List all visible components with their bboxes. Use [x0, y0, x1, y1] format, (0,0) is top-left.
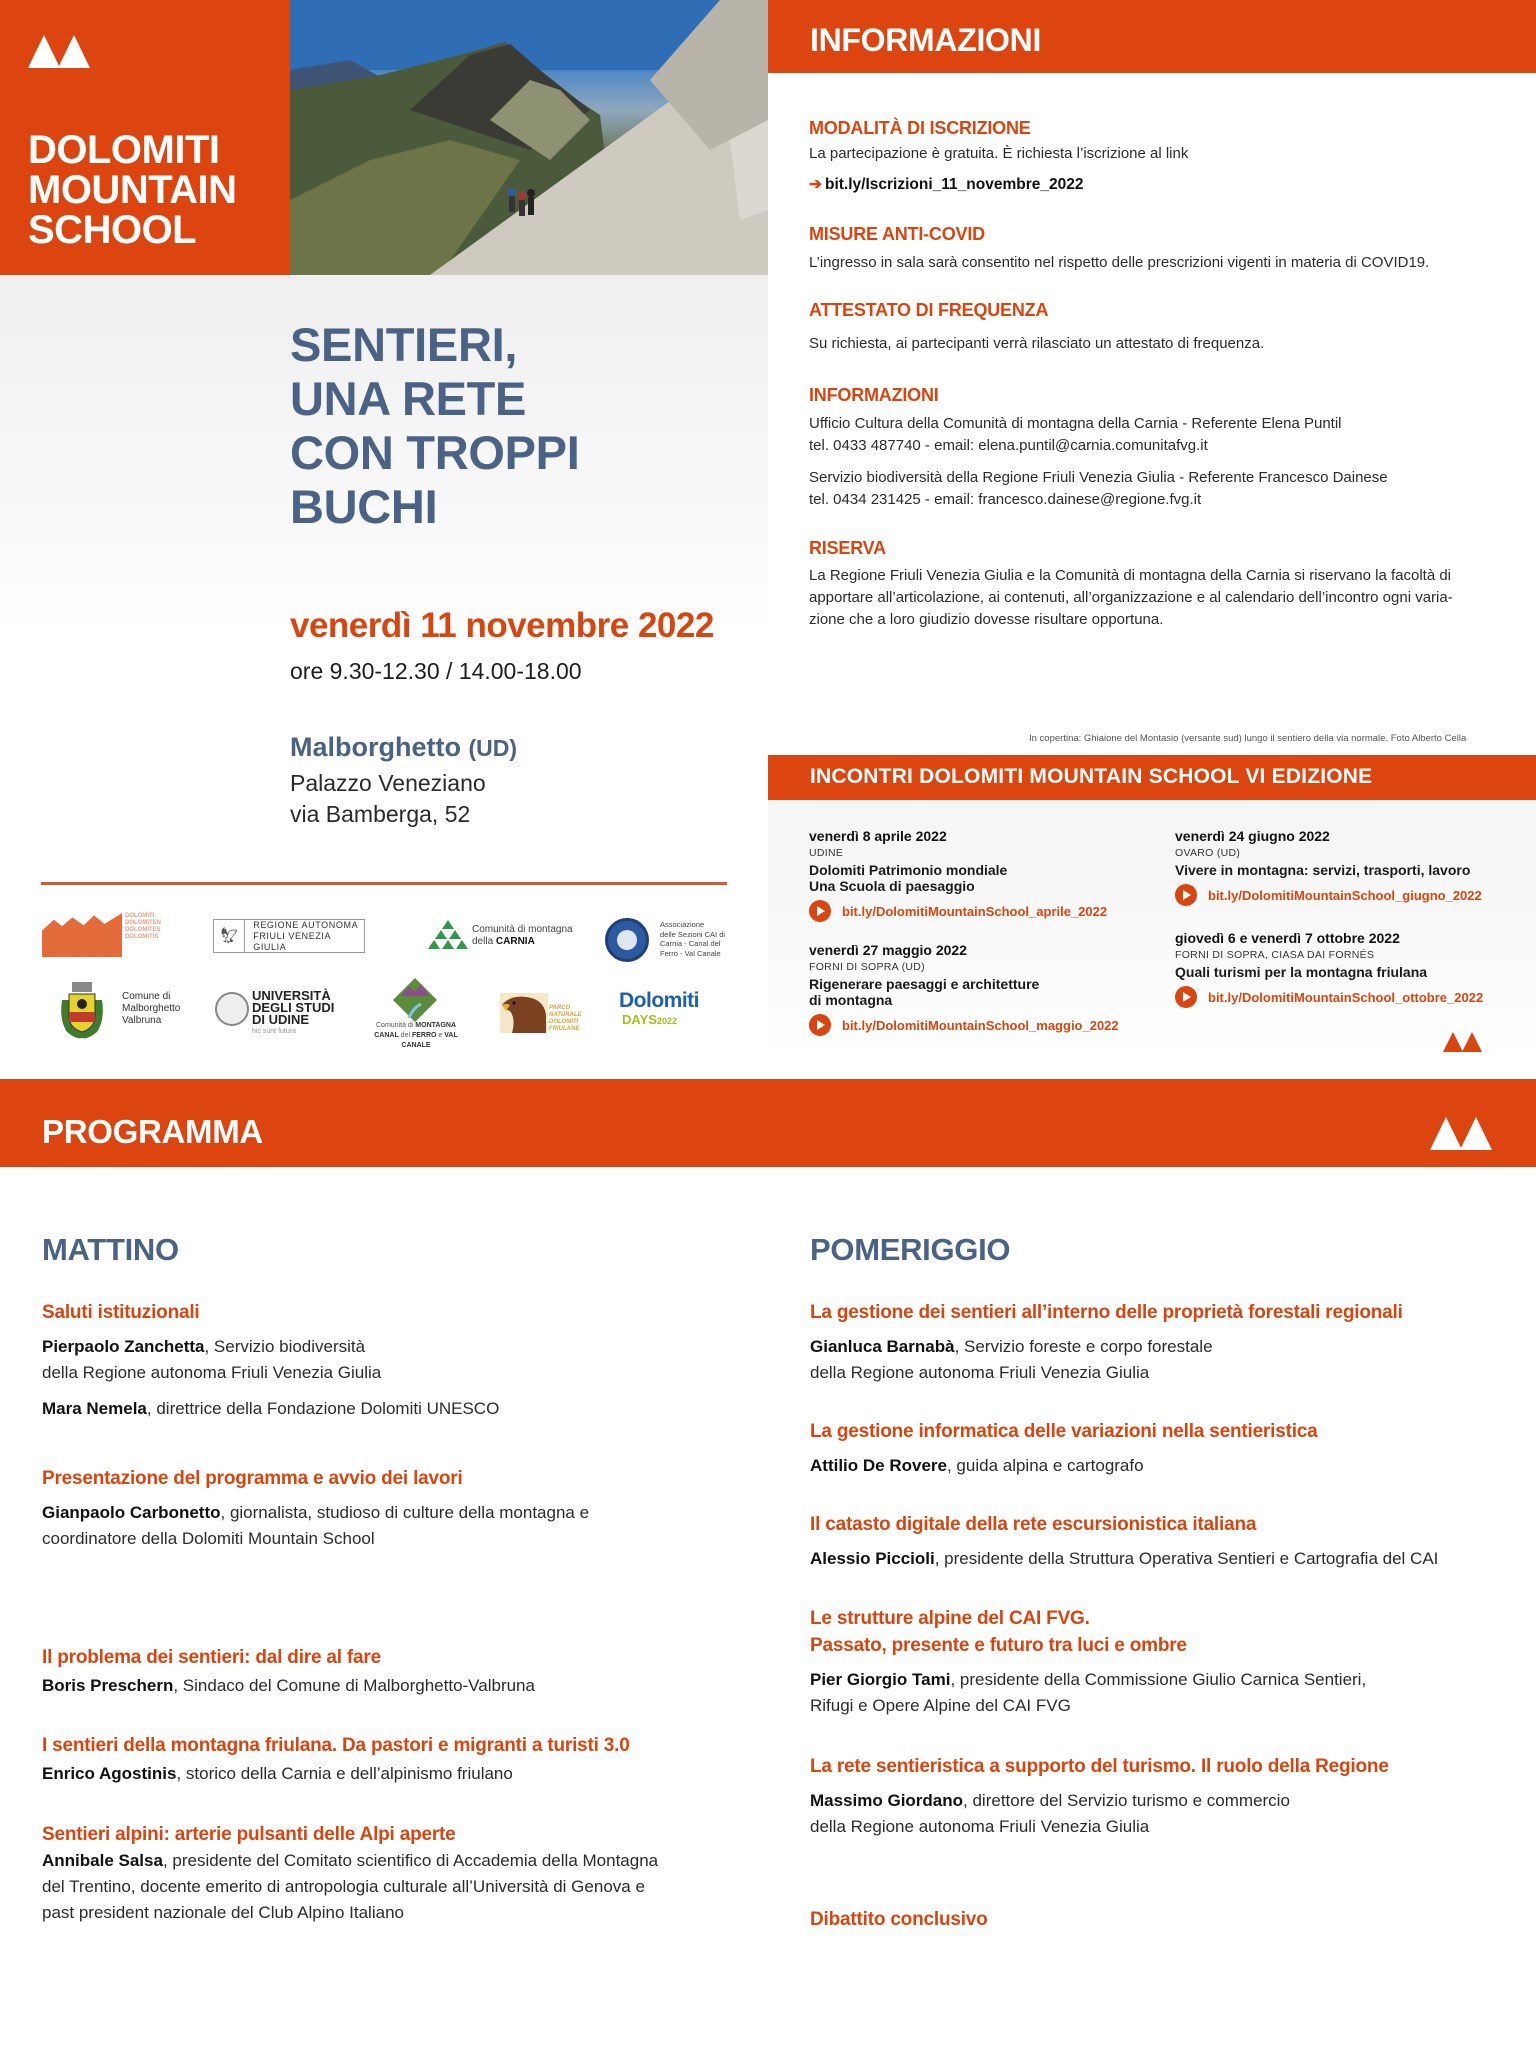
- incontro-link-text[interactable]: bit.ly/DolomitiMountainSchool_maggio_2022: [842, 1017, 1119, 1033]
- program-session: [42, 1299, 742, 1422]
- topic-line: di montagna: [809, 992, 893, 1008]
- speaker-role: , guida alpina e cartografo: [946, 1456, 1144, 1475]
- coat-of-arms-icon: [57, 980, 107, 1042]
- speaker-role: , direttrice della Fondazione Dolomiti UNESCO: [146, 1399, 500, 1418]
- logo-text-bold: FERRO: [411, 1032, 437, 1039]
- incontri-header-title: INCONTRI DOLOMITI MOUNTAIN SCHOOL VI EDIZIONE: [810, 765, 1373, 788]
- topic-line: Rigenerare paesaggi e architetture: [809, 976, 1040, 992]
- program-session: [42, 1644, 742, 1699]
- program-session: [810, 1605, 1530, 1719]
- event-title-line: BUCHI: [290, 480, 438, 533]
- speaker-role: , presidente della Commissione Giulio Carnica Sentieri,: [950, 1670, 1367, 1689]
- cai-association-logo: [605, 918, 649, 962]
- info-section-text: [809, 565, 1453, 631]
- program-session: [810, 1418, 1530, 1479]
- arrow-right-icon: ➔: [809, 176, 822, 193]
- speaker-role: della Regione autonoma Friuli Venezia Giulia: [42, 1363, 382, 1382]
- logo-text-line: Associazione: [660, 920, 705, 929]
- speaker-name: Attilio De Rovere: [810, 1456, 947, 1475]
- session-title: La gestione informatica delle variazioni nella sentieristica: [810, 1421, 1318, 1442]
- uniud-logo-text: [252, 990, 334, 1026]
- logo-text-line: delle Sezioni CAI di: [660, 929, 726, 939]
- event-venue: [290, 768, 486, 830]
- incontro-video-link[interactable]: [1175, 986, 1483, 1008]
- university-seal-icon: [215, 992, 249, 1026]
- session-title: Il problema dei sentieri: dal dire al fare: [42, 1647, 381, 1668]
- session-speakers: [42, 1334, 742, 1422]
- incontro-location: FORNI DI SOPRA (UD): [809, 961, 925, 973]
- speaker: [42, 1334, 742, 1386]
- logo-text-line: Carnia - Canal del: [660, 939, 721, 948]
- session-title: La rete sentieristica a supporto del turismo. Il ruolo della Regione: [810, 1756, 1389, 1777]
- speaker-role: , storico della Carnia e dell’alpinismo friulano: [176, 1764, 513, 1783]
- event-title-line: SENTIERI,: [290, 318, 518, 371]
- eagle-icon: 🦅︎: [214, 920, 245, 952]
- cover-photo: [290, 0, 768, 275]
- session-title-line: Le strutture alpine del CAI FVG.: [810, 1608, 1090, 1629]
- incontro-date: venerdì 8 aprile 2022: [809, 828, 947, 844]
- speaker-role: , Sindaco del Comune di Malborghetto-Valbruna: [173, 1676, 535, 1695]
- registration-link[interactable]: [809, 175, 1083, 194]
- contact-block: [809, 413, 1342, 457]
- text-line: zione che a loro giudizio dovesse risultare opportuna.: [809, 611, 1164, 628]
- info-section-title: RISERVA: [809, 538, 886, 558]
- incontro-topic: [1175, 862, 1482, 878]
- brand-title-line: SCHOOL: [28, 208, 197, 252]
- carnia-logo-text: [472, 924, 573, 948]
- logo-text-line: del: [398, 1032, 412, 1039]
- session-title: [810, 1605, 1530, 1659]
- speaker-name: Annibale Salsa: [42, 1851, 163, 1870]
- incontro-topic: [809, 976, 1119, 1008]
- text-line: La Regione Friuli Venezia Giulia e la Comunità di montagna della Carnia si riservano la facoltà di: [809, 567, 1452, 584]
- contact-line[interactable]: tel. 0433 487740 - email: elena.puntil@carnia.comunitafvg.it: [809, 437, 1208, 454]
- topic-line: Vivere in montagna: servizi, trasporti, lavoro: [1175, 862, 1471, 878]
- speaker: [810, 1788, 1530, 1840]
- program-session: [42, 1821, 762, 1926]
- info-section-text: La partecipazione è gratuita. È richiesta l’iscrizione al link: [809, 145, 1189, 162]
- session-speakers: [810, 1334, 1530, 1386]
- info-section-title: MISURE ANTI-COVID: [809, 224, 985, 244]
- play-icon[interactable]: [1175, 884, 1197, 906]
- session-title: Dibattito conclusivo: [810, 1909, 988, 1930]
- session-speakers: [42, 1500, 742, 1552]
- event-city-name: Malborghetto: [290, 732, 461, 762]
- program-session: [810, 1906, 1530, 1933]
- incontro-link-text[interactable]: bit.ly/DolomitiMountainSchool_aprile_2022: [842, 903, 1108, 919]
- speaker-role: , Servizio foreste e corpo forestale: [954, 1337, 1213, 1356]
- speaker: [42, 1848, 762, 1926]
- venue-address: via Bamberga, 52: [290, 801, 471, 827]
- logo-text-bold: VAL CANALE: [401, 1032, 458, 1049]
- event-title: [290, 318, 579, 534]
- brand-title-line: DOLOMITI: [28, 128, 220, 172]
- session-title: I sentieri della montagna friulana. Da pastori e migranti a turisti 3.0: [42, 1735, 630, 1756]
- unesco-logo-caption: FONDAZIONE UNESCO: [45, 949, 113, 955]
- contact-line: Ufficio Cultura della Comunità di montagna della Carnia - Referente Elena Puntil: [809, 415, 1342, 432]
- unesco-logo-text: [125, 913, 161, 941]
- logo-text-line: NATURALE: [549, 1012, 582, 1018]
- event-city: [290, 732, 517, 763]
- incontro-item: [1175, 828, 1482, 906]
- logo-text-bold: CANAL: [374, 1032, 399, 1039]
- info-section-title: ATTESTATO DI FREQUENZA: [809, 300, 1049, 320]
- logo-text-line: DOLOMITI: [125, 913, 155, 919]
- mountains-logo-icon: [1430, 1114, 1494, 1150]
- event-title-line: UNA RETE: [290, 372, 527, 425]
- logo-text-line: REGIONE AUTONOMA: [253, 919, 359, 930]
- speaker-role: della Regione autonoma Friuli Venezia Giulia: [810, 1363, 1150, 1382]
- event-title-line: CON TROPPI: [290, 426, 580, 479]
- logo-text-bold: MONTAGNA: [415, 1022, 456, 1029]
- logo-text-line: Comunità di montagna: [472, 924, 573, 935]
- speaker-role: , giornalista, studioso di culture della montagna e: [220, 1503, 590, 1522]
- session-title: Il catasto digitale della rete escursionistica italiana: [810, 1514, 1257, 1535]
- event-date: venerdì 11 novembre 2022: [290, 606, 714, 645]
- speaker-role: , direttore del Servizio turismo e commercio: [963, 1791, 1290, 1810]
- section-divider: [41, 882, 727, 885]
- info-section-text: Su richiesta, ai partecipanti verrà rilasciato un attestato di frequenza.: [809, 335, 1265, 352]
- topic-line: Dolomiti Patrimonio mondiale: [809, 862, 1008, 878]
- incontro-item: [1175, 930, 1483, 1008]
- incontro-date: giovedì 6 e venerdì 7 ottobre 2022: [1175, 930, 1400, 946]
- dolomiti-days-logo-title: Dolomiti: [619, 989, 699, 1012]
- speaker-role: Rifugi e Opere Alpine del CAI FVG: [810, 1696, 1071, 1715]
- logo-text-line: DOLOMITI: [549, 1019, 579, 1025]
- speaker-name: Massimo Giordano: [810, 1791, 964, 1810]
- session-speakers: [810, 1546, 1530, 1572]
- speaker-role: della Regione autonoma Friuli Venezia Giulia: [810, 1817, 1150, 1836]
- logo-text-line: DOLOMITEN: [125, 920, 161, 926]
- speaker-name: Enrico Agostinis: [42, 1764, 177, 1783]
- play-icon[interactable]: [1175, 986, 1197, 1008]
- session-speakers: [42, 1848, 762, 1926]
- incontro-link-text[interactable]: bit.ly/DolomitiMountainSchool_giugno_2022: [1208, 887, 1482, 903]
- session-speakers: [42, 1761, 742, 1787]
- topic-line: Una Scuola di paesaggio: [809, 878, 975, 894]
- pomeriggio-title: POMERIGGIO: [810, 1232, 1011, 1267]
- incontro-video-link[interactable]: [809, 1014, 1119, 1036]
- logo-text-line: Valbruna: [122, 1015, 162, 1026]
- logo-text-line: FRIULI VENEZIA GIULIA: [253, 930, 331, 952]
- speaker-role: past president nazionale del Club Alpino Italiano: [42, 1903, 404, 1922]
- logo-text-line: PARCO: [549, 1005, 571, 1011]
- incontro-topic: [1175, 964, 1483, 980]
- session-title: La gestione dei sentieri all’interno delle proprietà forestali regionali: [810, 1302, 1403, 1323]
- speaker-name: Pier Giorgio Tami: [810, 1670, 951, 1689]
- incontro-location: OVARO (UD): [1175, 847, 1241, 859]
- ccfv-logo-text: [364, 1021, 468, 1051]
- logo-text-year: 2022: [656, 1016, 677, 1026]
- event-time: ore 9.30-12.30 / 14.00-18.00: [290, 658, 582, 684]
- topic-line: Quali turismi per la montagna friulana: [1175, 964, 1428, 980]
- session-speakers: [42, 1673, 742, 1699]
- logo-text-line: Ferro - Val Canale: [660, 948, 721, 958]
- speaker-role: del Trentino, docente emerito di antropologia culturale all’Università di Genova e: [42, 1877, 645, 1896]
- session-speakers: [810, 1788, 1530, 1840]
- program-session: [810, 1753, 1530, 1840]
- incontro-date: venerdì 27 maggio 2022: [809, 942, 967, 958]
- session-title-line: Passato, presente e futuro tra luci e ombre: [810, 1635, 1187, 1656]
- incontro-location: UDINE: [809, 847, 844, 859]
- dolomiti-days-logo-sub: [622, 1012, 677, 1027]
- incontro-item: [809, 828, 1107, 922]
- play-icon[interactable]: [809, 1014, 831, 1036]
- speaker-name: Gianluca Barnabà: [810, 1337, 955, 1356]
- speaker-role: coordinatore della Dolomiti Mountain School: [42, 1529, 375, 1548]
- logo-text-line: della: [472, 936, 496, 947]
- speaker-name: Pierpaolo Zanchetta: [42, 1337, 205, 1356]
- contact-line: Servizio biodiversità della Regione Friuli Venezia Giulia - Referente Francesco Dainese: [809, 469, 1388, 486]
- program-session: [42, 1732, 742, 1787]
- programma-header-title: PROGRAMMA: [42, 1113, 263, 1150]
- program-session: [42, 1465, 742, 1552]
- mattino-title: MATTINO: [42, 1232, 179, 1267]
- contact-block: [809, 467, 1388, 511]
- session-title: Presentazione del programma e avvio dei lavori: [42, 1468, 463, 1489]
- logo-text-bold: CARNIA: [495, 936, 535, 947]
- info-section-title: INFORMAZIONI: [809, 385, 939, 405]
- mountains-logo-icon: [1443, 1030, 1483, 1052]
- session-speakers: [810, 1453, 1530, 1479]
- speaker-name: Gianpaolo Carbonetto: [42, 1503, 221, 1522]
- speaker: [42, 1761, 742, 1787]
- logo-text-line: DEGLI STUDI: [252, 1000, 335, 1015]
- speaker: [42, 1500, 742, 1552]
- incontro-date: venerdì 24 giugno 2022: [1175, 828, 1330, 844]
- info-section-text: L’ingresso in sala sarà consentito nel rispetto delle prescrizioni vigenti in materia di COVID19.: [809, 254, 1430, 271]
- text-line: apportare all’articolazione, ai contenuti, all’organizzazione e al calendario dell’incontro ogni varia-: [809, 589, 1453, 606]
- brand-title-line: MOUNTAIN: [28, 168, 237, 212]
- registration-link-text[interactable]: bit.ly/Iscrizioni_11_novembre_2022: [825, 176, 1084, 193]
- logo-text-line: Comunità di: [376, 1022, 416, 1029]
- speaker: [42, 1396, 742, 1422]
- session-title: Saluti istituzionali: [42, 1302, 200, 1323]
- speaker-name: Mara Nemela: [42, 1399, 147, 1418]
- incontro-video-link[interactable]: [1175, 884, 1482, 906]
- logo-text-line: Malborghetto: [122, 1003, 181, 1014]
- parco-dolomiti-friulane-logo: [500, 993, 548, 1033]
- speaker: [810, 1334, 1530, 1386]
- cai-logo-text: [660, 920, 730, 958]
- malborghetto-logo-text: [122, 991, 180, 1027]
- program-session: [810, 1299, 1530, 1386]
- carnia-trees-icon: [428, 920, 468, 950]
- incontro-location: FORNI DI SOPRA, CIASA DAI FORNÉS: [1175, 949, 1375, 961]
- speaker: [810, 1667, 1530, 1719]
- photo-credit: In copertina: Ghiaione del Montasio (versante sud) lungo il sentiero della via normale. Foto Alberto Cella: [1029, 733, 1467, 744]
- incontro-item: [809, 942, 1119, 1036]
- venue-name: Palazzo Veneziano: [290, 770, 486, 796]
- logo-text-line: DAYS: [622, 1012, 657, 1027]
- speaker: [42, 1673, 742, 1699]
- speaker-name: Boris Preschern: [42, 1676, 174, 1695]
- info-header-title: INFORMAZIONI: [810, 22, 1042, 58]
- speaker-role: , presidente del Comitato scientifico di Accademia della Montagna: [162, 1851, 659, 1870]
- logo-text-line: DOLOMITIS: [125, 934, 159, 940]
- eagle-head-icon: [500, 993, 548, 1033]
- incontro-topic: [809, 862, 1107, 894]
- brand-title: [28, 130, 237, 250]
- session-title: Sentieri alpini: arterie pulsanti delle Alpi aperte: [42, 1824, 456, 1845]
- speaker-name: Alessio Piccioli: [810, 1549, 935, 1568]
- parco-logo-text: [549, 1005, 582, 1033]
- speaker-role: , presidente della Struttura Operativa Sentieri e Cartografia del CAI: [934, 1549, 1439, 1568]
- logo-text-line: DOLOMITES: [125, 927, 161, 933]
- logo-text-line: Comune di: [122, 991, 171, 1002]
- logo-text-line: FRIULANE: [549, 1026, 580, 1032]
- info-section-title: MODALITÀ DI ISCRIZIONE: [809, 118, 1031, 138]
- incontro-link-text[interactable]: bit.ly/DolomitiMountainSchool_ottobre_2022: [1208, 989, 1484, 1005]
- brand-block: [0, 0, 290, 275]
- contact-line[interactable]: tel. 0434 231425 - email: francesco.dainese@regione.fvg.it: [809, 491, 1202, 508]
- regione-fvg-logo: [213, 919, 365, 953]
- logo-text-line: e: [436, 1032, 445, 1039]
- incontro-video-link[interactable]: [809, 900, 1107, 922]
- logo-text-line: DI UDINE: [252, 1012, 310, 1027]
- event-province: (UD): [468, 735, 518, 761]
- mountain-photo-illustration: [290, 0, 768, 275]
- mountains-logo-icon: [28, 32, 92, 68]
- logo-text-line: UNIVERSITÀ: [252, 988, 331, 1003]
- speaker: [810, 1453, 1530, 1479]
- session-speakers: [810, 1667, 1530, 1719]
- uniud-motto: hic sunt futura: [252, 1028, 296, 1035]
- canal-del-ferro-logo-icon: [393, 978, 437, 1022]
- play-icon[interactable]: [809, 900, 831, 922]
- speaker: [810, 1546, 1530, 1572]
- program-session: [810, 1511, 1530, 1572]
- regione-fvg-text: [245, 920, 364, 953]
- speaker-role: , Servizio biodiversità: [204, 1337, 366, 1356]
